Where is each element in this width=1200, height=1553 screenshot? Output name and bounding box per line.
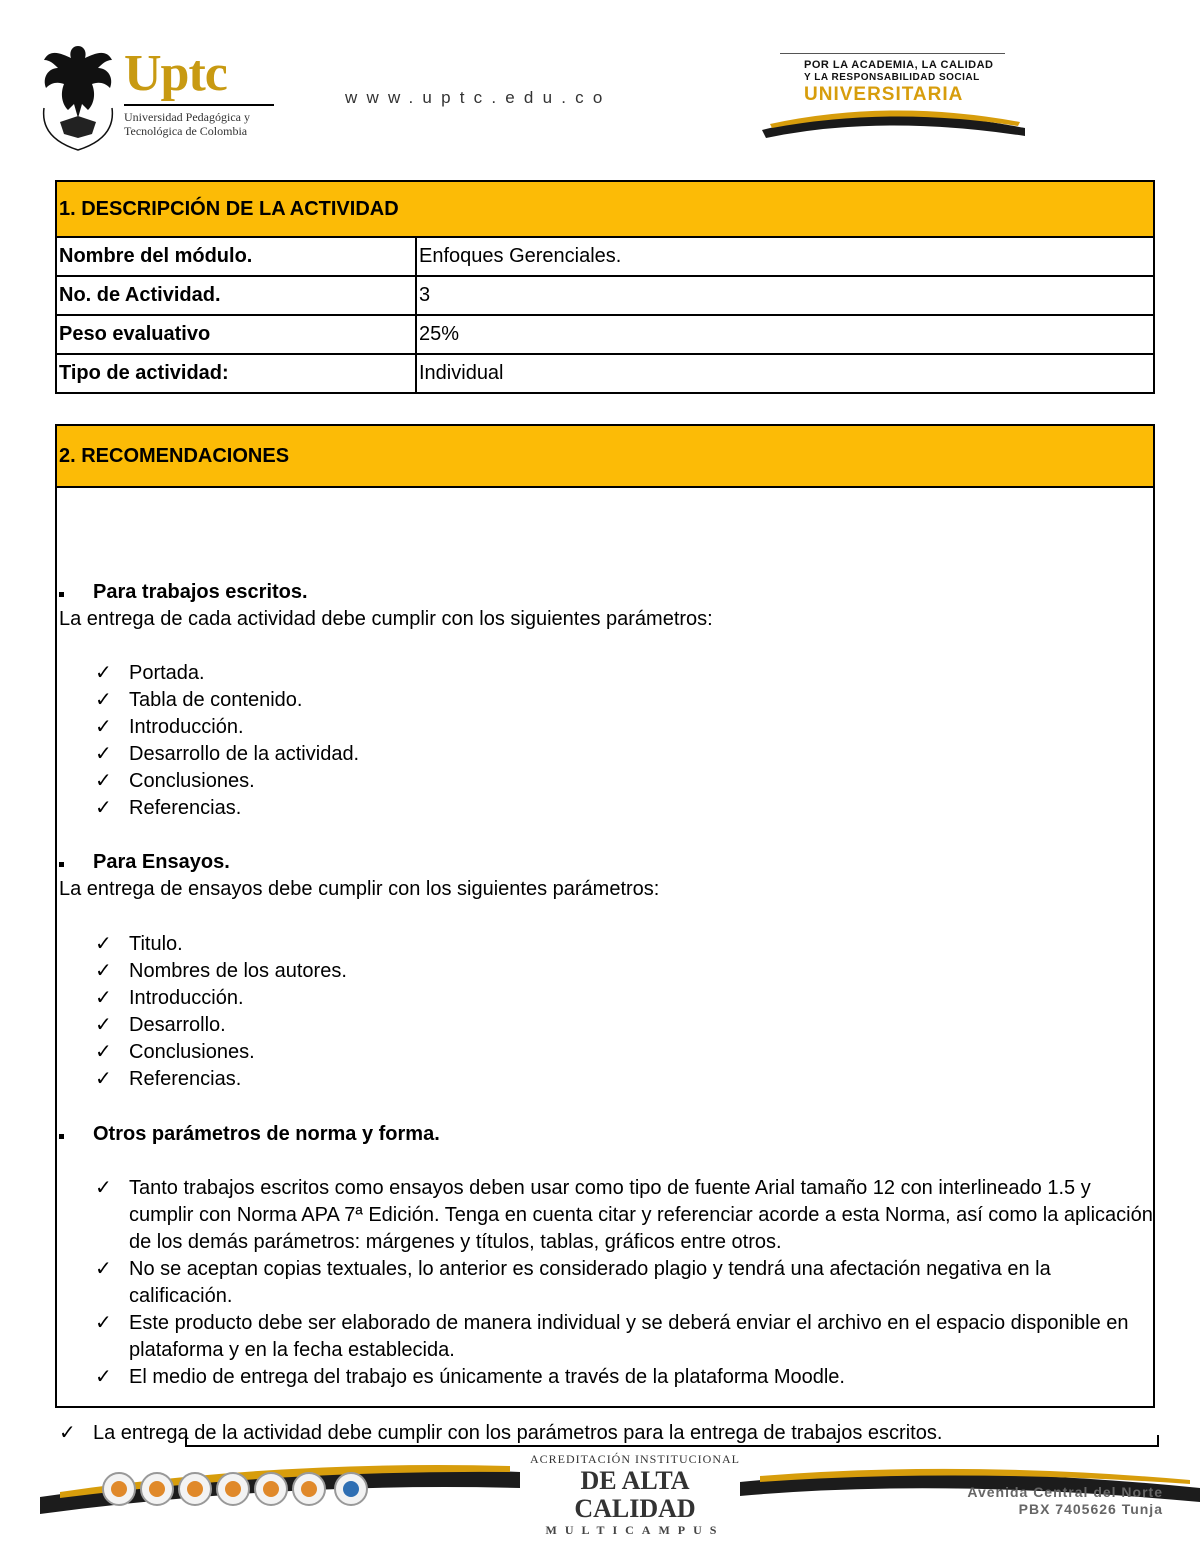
seal-icon <box>254 1472 288 1506</box>
logo-divider <box>124 104 274 106</box>
swoosh-decoration-icon <box>760 100 1030 145</box>
list-item-text: Introducción. <box>129 716 244 738</box>
list-item <box>95 687 359 714</box>
check-icon: ✓ <box>95 716 112 738</box>
ensayos-list <box>95 931 347 1093</box>
row-label: Peso evaluativo <box>56 315 416 354</box>
address-line-1: Avenida Central del Norte <box>967 1484 1163 1500</box>
list-item <box>95 1310 1155 1364</box>
row-value: 25% <box>416 315 1154 354</box>
ensayos-title: Para Ensayos. <box>93 851 230 873</box>
seal-icon <box>178 1472 212 1506</box>
check-icon: ✓ <box>95 662 112 684</box>
list-item-text: Conclusiones. <box>129 770 255 792</box>
final-note-text: La entrega de la actividad debe cumplir con los parámetros para la entrega de trabajos escritos. <box>93 1422 943 1444</box>
check-icon: ✓ <box>95 689 112 711</box>
logo-subtitle <box>124 110 250 138</box>
list-item <box>95 1012 347 1039</box>
square-bullet-icon <box>59 862 64 867</box>
list-item <box>95 985 347 1012</box>
row-label: No. de Actividad. <box>56 276 416 315</box>
section-header-row <box>56 425 1154 487</box>
table-row <box>56 354 1154 393</box>
otros-list <box>95 1175 1155 1391</box>
check-icon: ✓ <box>95 1041 112 1063</box>
check-icon: ✓ <box>95 1366 112 1388</box>
check-icon: ✓ <box>95 933 112 955</box>
list-item <box>95 1066 347 1093</box>
list-item <box>95 741 359 768</box>
logo-subtitle-line-1: Universidad Pedagógica y <box>124 110 250 124</box>
page-header <box>0 0 1200 165</box>
accreditation-logo <box>520 1452 750 1538</box>
motto-logo <box>760 50 1030 145</box>
list-item <box>95 795 359 822</box>
list-item-text: Referencias. <box>129 1068 242 1090</box>
row-label: Nombre del módulo. <box>56 237 416 276</box>
list-item <box>95 1364 1155 1391</box>
motto-line-3: UNIVERSITARIA <box>804 84 964 105</box>
ensayos-intro: La entrega de ensayos debe cumplir con los siguientes parámetros: <box>59 878 660 900</box>
section-1-title: 1. DESCRIPCIÓN DE LA ACTIVIDAD <box>56 181 1154 237</box>
check-icon: ✓ <box>95 770 112 792</box>
list-item-text: Titulo. <box>129 933 183 955</box>
list-item <box>95 1039 347 1066</box>
section-header-row <box>56 181 1154 237</box>
row-label: Tipo de actividad: <box>56 354 416 393</box>
list-item-text: Portada. <box>129 662 205 684</box>
website-url: www.uptc.edu.co <box>345 88 612 107</box>
activity-description-table <box>55 180 1155 394</box>
seal-icon <box>292 1472 326 1506</box>
recommendations-table <box>55 424 1155 1444</box>
uptc-logo <box>38 38 268 158</box>
certification-seals <box>102 1472 372 1522</box>
list-item-text: Nombres de los autores. <box>129 960 347 982</box>
check-icon: ✓ <box>95 987 112 1009</box>
section-2-title: 2. RECOMENDACIONES <box>56 425 1154 487</box>
list-item <box>95 1256 1155 1310</box>
table-row <box>56 237 1154 276</box>
list-item <box>95 1175 1155 1256</box>
list-item-text: Tabla de contenido. <box>129 689 303 711</box>
check-icon: ✓ <box>59 1422 76 1444</box>
list-item <box>95 768 359 795</box>
square-bullet-icon <box>59 1134 64 1139</box>
escritos-intro: La entrega de cada actividad debe cumplir con los siguientes parámetros: <box>59 608 713 630</box>
motto-line-2: Y LA RESPONSABILIDAD SOCIAL <box>804 72 980 83</box>
table-row <box>56 315 1154 354</box>
check-icon: ✓ <box>95 797 112 819</box>
check-icon: ✓ <box>95 1068 112 1090</box>
square-bullet-icon <box>59 592 64 597</box>
footer-bracket <box>185 1435 1159 1447</box>
list-item-text: Este producto debe ser elaborado de manera individual y se deberá enviar el archivo en el espacio disponible en plataforma y en la fecha establecida. <box>129 1312 1129 1361</box>
row-value: 3 <box>416 276 1154 315</box>
row-value: Enfoques Gerenciales. <box>416 237 1154 276</box>
otros-title: Otros parámetros de norma y forma. <box>93 1123 440 1145</box>
row-value: Individual <box>416 354 1154 393</box>
table-row <box>56 276 1154 315</box>
list-item <box>95 714 359 741</box>
seal-icon <box>102 1472 136 1506</box>
list-item-text: No se aceptan copias textuales, lo anterior es considerado plagio y tendrá una afectación negativa en la calificación. <box>129 1258 1051 1307</box>
page-footer <box>0 1430 1200 1553</box>
accreditation-line-1: ACREDITACIÓN INSTITUCIONAL <box>529 1452 741 1466</box>
check-icon: ✓ <box>95 743 112 765</box>
list-item <box>95 958 347 985</box>
motto-line-1: POR LA ACADEMIA, LA CALIDAD <box>804 59 994 71</box>
globe-seal-icon <box>334 1472 368 1506</box>
list-item-text: Conclusiones. <box>129 1041 255 1063</box>
list-item-text: Introducción. <box>129 987 244 1009</box>
list-item-text: Referencias. <box>129 797 242 819</box>
list-item <box>95 660 359 687</box>
footer-address <box>935 1484 1163 1518</box>
list-item-text: Desarrollo de la actividad. <box>129 743 360 765</box>
list-item <box>95 931 347 958</box>
uptc-wordmark: Uptc <box>124 45 227 102</box>
accreditation-line-2: DE ALTA CALIDAD <box>574 1466 696 1523</box>
list-item-text: Desarrollo. <box>129 1014 226 1036</box>
check-icon: ✓ <box>95 1014 112 1036</box>
seal-icon <box>140 1472 174 1506</box>
check-icon: ✓ <box>95 1258 112 1280</box>
address-line-2: PBX 7405626 Tunja <box>1018 1501 1163 1517</box>
recommendations-row <box>56 487 1154 1407</box>
motto-rule <box>780 53 1005 54</box>
escritos-title: Para trabajos escritos. <box>93 581 308 603</box>
check-icon: ✓ <box>95 1312 112 1334</box>
list-item-text: El medio de entrega del trabajo es únicamente a través de la plataforma Moodle. <box>129 1366 845 1388</box>
seal-icon <box>216 1472 250 1506</box>
eagle-emblem-icon <box>38 38 118 153</box>
accreditation-line-3: MULTICAMPUS <box>545 1523 725 1537</box>
recommendations-cell <box>56 487 1154 1444</box>
list-item-text: Tanto trabajos escritos como ensayos deben usar como tipo de fuente Arial tamaño 12 con interlineado 1.5 y cumplir con Norma APA 7ª Edición. Tenga en cuenta citar y referenciar acorde a esta Norma, así como la aplicación de los demás parámetros: márgenes y títulos, tablas, gráficos entre otros. <box>129 1177 1153 1253</box>
logo-subtitle-line-2: Tecnológica de Colombia <box>124 124 248 138</box>
check-icon: ✓ <box>95 1177 112 1199</box>
escritos-list <box>95 660 359 822</box>
check-icon: ✓ <box>95 960 112 982</box>
